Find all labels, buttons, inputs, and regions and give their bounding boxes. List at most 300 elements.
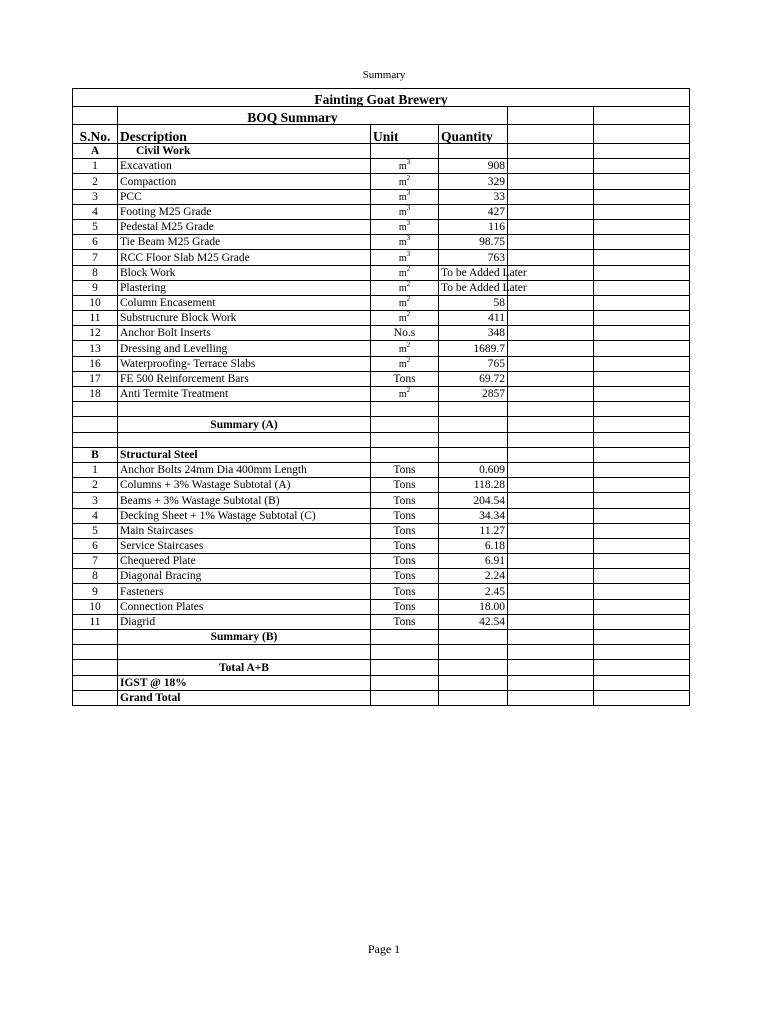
empty-cell: [594, 371, 690, 386]
empty-cell: [508, 630, 594, 645]
row-sno: 6: [73, 538, 118, 553]
empty-cell: [594, 341, 690, 356]
empty-cell: [594, 660, 690, 675]
row-quantity: 98.75: [439, 235, 508, 250]
row-unit: Tons: [371, 538, 439, 553]
row-sno: 18: [73, 387, 118, 402]
row-sno: 11: [73, 614, 118, 629]
row-description: Beams + 3% Wastage Subtotal (B): [118, 493, 371, 508]
row-quantity: 11.27: [439, 523, 508, 538]
title-row: [73, 89, 690, 107]
empty-cell: [594, 159, 690, 174]
col-quantity-header: Quantity: [439, 125, 508, 144]
row-sno: 4: [73, 508, 118, 523]
empty-cell: [508, 675, 594, 690]
unit-base: m: [398, 267, 407, 279]
unit-exponent: 2: [406, 310, 411, 319]
row-sno: 8: [73, 569, 118, 584]
col-description-header: Description: [118, 125, 371, 144]
row-sno: 9: [73, 584, 118, 599]
row-quantity: 2.45: [439, 584, 508, 599]
row-unit: [371, 265, 439, 280]
row-unit: [371, 189, 439, 204]
table-row: [73, 326, 690, 341]
row-unit: [371, 159, 439, 174]
unit-exponent: 2: [406, 340, 411, 349]
empty-cell: [508, 356, 594, 371]
empty-cell: [594, 584, 690, 599]
empty-cell: [594, 265, 690, 280]
row-quantity: 204.54: [439, 493, 508, 508]
empty-cell: [371, 432, 439, 447]
summary-a-label: Summary (A): [118, 417, 371, 432]
row-quantity: 1689.7: [439, 341, 508, 356]
page-header: Summary: [362, 69, 406, 81]
unit-base: Tons: [393, 373, 416, 385]
empty-cell: [594, 614, 690, 629]
empty-cell: [371, 447, 439, 462]
empty-cell: [594, 144, 690, 159]
row-sno: 16: [73, 356, 118, 371]
row-quantity: 329: [439, 174, 508, 189]
row-quantity: 118.28: [439, 478, 508, 493]
row-sno: 8: [73, 265, 118, 280]
row-quantity: 6.18: [439, 538, 508, 553]
unit-exponent: 2: [406, 386, 411, 395]
unit-base: m: [398, 176, 407, 188]
empty-cell: [439, 675, 508, 690]
row-unit: [371, 326, 439, 341]
table-row: [73, 584, 690, 599]
empty-cell: [594, 645, 690, 660]
row-sno: 1: [73, 159, 118, 174]
table-row: [73, 280, 690, 295]
empty-cell: [508, 144, 594, 159]
empty-cell: [439, 432, 508, 447]
row-sno: 7: [73, 554, 118, 569]
empty-cell: [508, 371, 594, 386]
empty-cell: [508, 402, 594, 417]
empty-cell: [594, 462, 690, 477]
row-sno: 13: [73, 341, 118, 356]
empty-cell: [508, 174, 594, 189]
unit-base: No.s: [393, 327, 416, 340]
col-unit-header: Unit: [371, 125, 439, 144]
empty-cell: [508, 204, 594, 219]
row-description: Main Staircases: [118, 523, 371, 538]
row-quantity: To be Added Later: [439, 265, 508, 280]
table-row: [73, 235, 690, 250]
empty-cell: [594, 675, 690, 690]
empty-cell: [594, 554, 690, 569]
row-description: Service Staircases: [118, 538, 371, 553]
empty-cell: [508, 326, 594, 341]
row-sno: 7: [73, 250, 118, 265]
row-description: Pedestal M25 Grade: [118, 219, 371, 234]
empty-cell: [508, 235, 594, 250]
row-unit: [371, 341, 439, 356]
empty-cell: [371, 675, 439, 690]
table-row: [73, 219, 690, 234]
unit-exponent: 2: [406, 280, 411, 289]
row-description: Diagrid: [118, 614, 371, 629]
row-unit: Tons: [371, 569, 439, 584]
empty-cell: [508, 295, 594, 310]
row-description: Anti Termite Treatment: [118, 387, 371, 402]
unit-base: m: [398, 237, 407, 249]
unit-base: m: [398, 161, 407, 173]
row-sno: 11: [73, 311, 118, 326]
total-label: Total A+B: [118, 660, 371, 675]
table-row: [73, 250, 690, 265]
unit-base: m: [398, 206, 407, 218]
row-unit: Tons: [371, 523, 439, 538]
row-unit: [371, 371, 439, 386]
row-description: Plastering: [118, 280, 371, 295]
empty-cell: [594, 447, 690, 462]
empty-cell: [508, 387, 594, 402]
unit-base: m: [398, 191, 407, 203]
row-quantity: 34.34: [439, 508, 508, 523]
empty-cell: [508, 462, 594, 477]
table-row: [73, 174, 690, 189]
empty-cell: [73, 690, 118, 705]
empty-cell: [508, 690, 594, 705]
row-unit: Tons: [371, 508, 439, 523]
row-sno: 12: [73, 326, 118, 341]
row-description: Chequered Plate: [118, 554, 371, 569]
empty-cell: [508, 508, 594, 523]
row-description: Excavation: [118, 159, 371, 174]
empty-cell: [594, 630, 690, 645]
row-unit: [371, 250, 439, 265]
empty-cell: [508, 189, 594, 204]
row-sno: 6: [73, 235, 118, 250]
empty-cell: [508, 219, 594, 234]
empty-cell: [508, 432, 594, 447]
table-row: [73, 478, 690, 493]
empty-cell: [508, 584, 594, 599]
blank-row: [73, 645, 690, 660]
empty-cell: [439, 402, 508, 417]
empty-cell: [371, 402, 439, 417]
table-row: [73, 356, 690, 371]
empty-cell: [371, 417, 439, 432]
row-sno: 2: [73, 478, 118, 493]
empty-cell: [73, 630, 118, 645]
row-unit: [371, 387, 439, 402]
row-sno: 10: [73, 295, 118, 310]
row-description: Diagonal Bracing: [118, 569, 371, 584]
table-row: [73, 371, 690, 386]
empty-cell: [371, 645, 439, 660]
table-row: [73, 295, 690, 310]
igst-row: [73, 675, 690, 690]
boq-table: [72, 88, 690, 706]
empty-cell: [508, 614, 594, 629]
unit-exponent: 2: [406, 355, 411, 364]
summary-b-label: Summary (B): [118, 630, 371, 645]
empty-cell: [73, 645, 118, 660]
empty-cell: [508, 417, 594, 432]
table-row: [73, 311, 690, 326]
empty-cell: [73, 660, 118, 675]
summary-b-row: [73, 630, 690, 645]
row-quantity: 763: [439, 250, 508, 265]
empty-cell: [508, 250, 594, 265]
row-quantity: To be Added Later: [439, 280, 508, 295]
row-description: Decking Sheet + 1% Wastage Subtotal (C): [118, 508, 371, 523]
row-description: Waterproofing- Terrace Slabs: [118, 356, 371, 371]
table-row: [73, 508, 690, 523]
column-header-row: [73, 125, 690, 144]
empty-cell: [439, 660, 508, 675]
row-description: Footing M25 Grade: [118, 204, 371, 219]
subtitle-row: [73, 107, 690, 125]
empty-cell: [594, 478, 690, 493]
unit-exponent: 3: [406, 188, 411, 197]
table-row: [73, 189, 690, 204]
igst-label: IGST @ 18%: [118, 675, 371, 690]
empty-cell: [73, 402, 118, 417]
row-description: FE 500 Reinforcement Bars: [118, 371, 371, 386]
empty-cell: [508, 478, 594, 493]
row-quantity: 42.54: [439, 614, 508, 629]
empty-cell: [371, 144, 439, 159]
empty-cell: [508, 554, 594, 569]
row-description: Block Work: [118, 265, 371, 280]
empty-cell: [118, 645, 371, 660]
unit-exponent: 3: [406, 158, 411, 167]
row-quantity: 2.24: [439, 569, 508, 584]
empty-cell: [594, 326, 690, 341]
row-quantity: 0.609: [439, 462, 508, 477]
unit-exponent: 3: [406, 234, 411, 243]
table-row: [73, 599, 690, 614]
row-description: Fasteners: [118, 584, 371, 599]
empty-cell: [371, 660, 439, 675]
row-description: Anchor Bolts 24mm Dia 400mm Length: [118, 462, 371, 477]
empty-cell: [594, 250, 690, 265]
unit-exponent: 2: [406, 173, 411, 182]
empty-cell: [508, 660, 594, 675]
row-unit: [371, 174, 439, 189]
empty-cell: [73, 417, 118, 432]
summary-a-row: [73, 417, 690, 432]
row-description: PCC: [118, 189, 371, 204]
row-unit: Tons: [371, 478, 439, 493]
blank-row: [73, 402, 690, 417]
empty-cell: [594, 311, 690, 326]
section-b-name: Structural Steel: [118, 447, 371, 462]
empty-cell: [594, 356, 690, 371]
section-a-header-row: [73, 144, 690, 159]
empty-cell: [439, 690, 508, 705]
empty-cell: [508, 493, 594, 508]
row-quantity: 2857: [439, 387, 508, 402]
table-row: [73, 387, 690, 402]
empty-cell: [594, 235, 690, 250]
empty-cell: [439, 630, 508, 645]
row-quantity: 908: [439, 159, 508, 174]
section-a-code: A: [73, 144, 118, 159]
row-quantity: 348: [439, 326, 508, 341]
unit-base: m: [398, 313, 407, 325]
unit-exponent: 2: [406, 295, 411, 304]
empty-cell: [594, 432, 690, 447]
table-row: [73, 204, 690, 219]
grand-total-row: [73, 690, 690, 705]
row-unit: Tons: [371, 614, 439, 629]
empty-cell: [73, 432, 118, 447]
row-unit: Tons: [371, 584, 439, 599]
row-sno: 3: [73, 493, 118, 508]
unit-exponent: 2: [406, 264, 411, 273]
row-quantity: 33: [439, 189, 508, 204]
document-subtitle: BOQ Summary: [247, 110, 338, 125]
empty-cell: [594, 523, 690, 538]
col-sno-header: S.No.: [73, 125, 118, 144]
empty-cell: [594, 569, 690, 584]
empty-cell: [508, 538, 594, 553]
table-row: [73, 265, 690, 280]
empty-cell: [594, 295, 690, 310]
empty-cell: [508, 523, 594, 538]
empty-cell: [439, 144, 508, 159]
row-quantity: 427: [439, 204, 508, 219]
document-title: Fainting Goat Brewery: [314, 92, 448, 107]
unit-exponent: 3: [406, 249, 411, 258]
row-quantity: 58: [439, 295, 508, 310]
row-unit: Tons: [371, 554, 439, 569]
row-description: RCC Floor Slab M25 Grade: [118, 250, 371, 265]
table-row: [73, 159, 690, 174]
row-description: Columns + 3% Wastage Subtotal (A): [118, 478, 371, 493]
section-a-name: Civil Work: [118, 144, 371, 159]
row-description: Substructure Block Work: [118, 311, 371, 326]
empty-cell: [594, 174, 690, 189]
row-description: Column Encasement: [118, 295, 371, 310]
row-sno: 1: [73, 462, 118, 477]
row-unit: [371, 356, 439, 371]
row-unit: [371, 204, 439, 219]
row-quantity: 116: [439, 219, 508, 234]
unit-base: m: [398, 298, 407, 310]
empty-cell: [508, 447, 594, 462]
empty-cell: [439, 417, 508, 432]
unit-base: m: [398, 358, 407, 370]
empty-cell: [508, 311, 594, 326]
empty-cell: [594, 538, 690, 553]
section-b-code: B: [73, 447, 118, 462]
empty-cell: [508, 159, 594, 174]
empty-cell: [594, 189, 690, 204]
row-sno: 5: [73, 219, 118, 234]
empty-cell: [371, 630, 439, 645]
empty-cell: [594, 219, 690, 234]
unit-base: m: [398, 389, 407, 401]
unit-base: m: [398, 222, 407, 234]
empty-cell: [594, 508, 690, 523]
row-unit: [371, 235, 439, 250]
row-quantity: 765: [439, 356, 508, 371]
row-quantity: 6.91: [439, 554, 508, 569]
empty-cell: [594, 280, 690, 295]
empty-cell: [594, 204, 690, 219]
empty-cell: [594, 599, 690, 614]
page-footer: Page 1: [367, 942, 401, 956]
section-b-header-row: [73, 447, 690, 462]
empty-cell: [439, 645, 508, 660]
boq-table-body: [73, 89, 690, 706]
row-quantity: 411: [439, 311, 508, 326]
row-sno: 17: [73, 371, 118, 386]
empty-cell: [594, 493, 690, 508]
total-row: [73, 660, 690, 675]
row-unit: [371, 280, 439, 295]
empty-cell: [508, 569, 594, 584]
row-quantity: 18.00: [439, 599, 508, 614]
table-row: [73, 538, 690, 553]
row-description: Anchor Bolt Inserts: [118, 326, 371, 341]
row-unit: Tons: [371, 462, 439, 477]
blank-row: [73, 432, 690, 447]
row-unit: [371, 219, 439, 234]
empty-cell: [118, 432, 371, 447]
row-description: Dressing and Levelling: [118, 341, 371, 356]
unit-base: m: [398, 252, 407, 264]
empty-cell: [508, 599, 594, 614]
unit-base: m: [398, 282, 407, 294]
empty-cell: [594, 690, 690, 705]
row-sno: 3: [73, 189, 118, 204]
empty-cell: [594, 417, 690, 432]
grand-total-label: Grand Total: [118, 690, 371, 705]
unit-base: m: [398, 343, 407, 355]
table-row: [73, 341, 690, 356]
table-row: [73, 523, 690, 538]
empty-cell: [118, 402, 371, 417]
row-quantity: 69.72: [439, 371, 508, 386]
empty-cell: [439, 447, 508, 462]
empty-cell: [371, 690, 439, 705]
table-row: [73, 554, 690, 569]
table-row: [73, 462, 690, 477]
row-description: Connection Plates: [118, 599, 371, 614]
table-row: [73, 569, 690, 584]
empty-cell: [73, 675, 118, 690]
empty-cell: [594, 402, 690, 417]
row-sno: 10: [73, 599, 118, 614]
empty-cell: [508, 341, 594, 356]
row-unit: [371, 295, 439, 310]
empty-cell: [594, 387, 690, 402]
row-sno: 2: [73, 174, 118, 189]
row-sno: 9: [73, 280, 118, 295]
row-unit: Tons: [371, 493, 439, 508]
unit-exponent: 3: [406, 204, 411, 213]
unit-exponent: 3: [406, 219, 411, 228]
row-sno: 5: [73, 523, 118, 538]
row-unit: [371, 311, 439, 326]
row-unit: Tons: [371, 599, 439, 614]
table-row: [73, 493, 690, 508]
empty-cell: [508, 645, 594, 660]
row-description: Tie Beam M25 Grade: [118, 235, 371, 250]
table-row: [73, 614, 690, 629]
row-sno: 4: [73, 204, 118, 219]
row-description: Compaction: [118, 174, 371, 189]
